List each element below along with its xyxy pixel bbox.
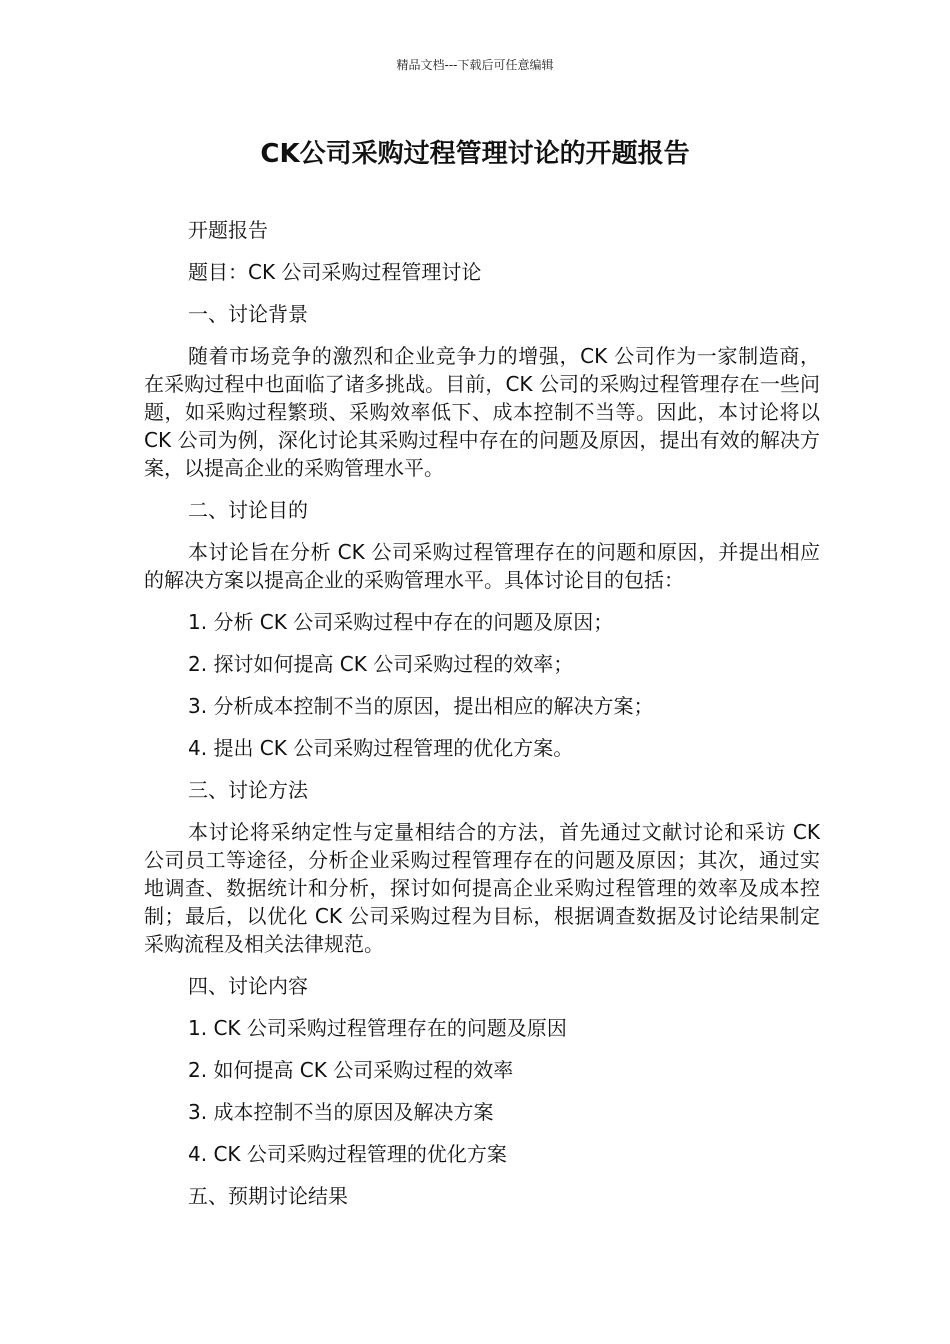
purpose-item-4: 4. 提出 CK 公司采购过程管理的优化方案。 [188, 736, 574, 760]
content-item-2: 2. 如何提高 CK 公司采购过程的效率 [188, 1058, 514, 1082]
document-title: CK公司采购过程管理讨论的开题报告 [260, 139, 690, 169]
page-header: 精品文档---下载后可任意编辑 [396, 58, 554, 72]
section-heading-method: 三、讨论方法 [188, 778, 308, 802]
purpose-paragraph: 本讨论旨在分析 CK 公司采购过程管理存在的问题和原因，并提出相应的解决方案以提高企业的采购管理水平。具体讨论目的包括： [144, 540, 820, 592]
section-heading-background: 一、讨论背景 [188, 302, 308, 326]
content-item-1: 1. CK 公司采购过程管理存在的问题及原因 [188, 1016, 567, 1040]
content-item-4: 4. CK 公司采购过程管理的优化方案 [188, 1142, 507, 1166]
purpose-item-2: 2. 探讨如何提高 CK 公司采购过程的效率； [188, 652, 574, 676]
section-heading-expected-results: 五、预期讨论结果 [188, 1184, 348, 1208]
section-heading-purpose: 二、讨论目的 [188, 498, 308, 522]
topic-line: 题目：CK 公司采购过程管理讨论 [188, 260, 482, 284]
purpose-item-3: 3. 分析成本控制不当的原因，提出相应的解决方案； [188, 694, 654, 718]
content-item-3: 3. 成本控制不当的原因及解决方案 [188, 1100, 494, 1124]
section-heading-content: 四、讨论内容 [188, 974, 308, 998]
method-paragraph: 本讨论将采纳定性与定量相结合的方法，首先通过文献讨论和采访 CK 公司员工等途径，分析企业采购过程管理存在的问题及原因；其次，通过实地调查、数据统计和分析，探讨如何提高企业采购过程管理的效率及成本控制；最后，以优化 CK 公司采购过程为目标，根据调查数据及讨论结果制定采购流程及相关法律规范。 [144, 820, 820, 956]
document-body [144, 216, 820, 1224]
report-label: 开题报告 [188, 218, 268, 242]
purpose-item-1: 1. 分析 CK 公司采购过程中存在的问题及原因； [188, 610, 614, 634]
background-paragraph: 随着市场竞争的激烈和企业竞争力的增强，CK 公司作为一家制造商，在采购过程中也面临了诸多挑战。目前，CK 公司的采购过程管理存在一些问题，如采购过程繁琐、采购效率低下、成本控制不当等。因此，本讨论将以 CK 公司为例，深化讨论其采购过程中存在的问题及原因，提出有效的解决方案，以提高企业的采购管理水平。 [144, 344, 820, 480]
